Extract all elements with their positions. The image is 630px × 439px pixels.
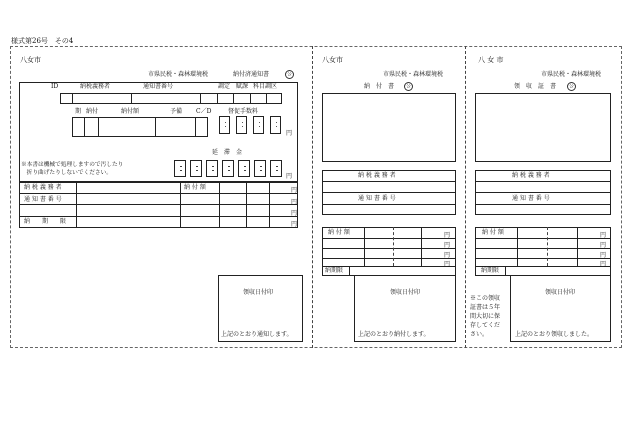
taxpayer-row-label: 納 税 義 務 者 (24, 184, 62, 191)
overdue-digit-box (174, 160, 186, 177)
notice-row-label: 通 知 書 番 号 (512, 195, 550, 202)
amount-row-label: 納 付 額 (184, 184, 206, 191)
notice-row-label: 通 知 書 番 号 (358, 195, 396, 202)
yen-unit: 円 (600, 261, 607, 268)
overdue-digit-box (222, 160, 234, 177)
receipt-stamp-label: 領収日付印 (243, 289, 274, 296)
taxpayer-row-label: 納 税 義 務 者 (512, 172, 550, 179)
taxpayer-label: 納税義務者 (80, 83, 111, 90)
taxpayer-row-label: 納 税 義 務 者 (358, 172, 396, 179)
fee-digit-box (270, 116, 281, 134)
payment-slip-blank (322, 93, 456, 162)
reserve-label: 予備 (170, 108, 183, 115)
fee-digit-box (219, 116, 230, 134)
retention-note-line: 証書は５年 (470, 304, 501, 311)
yen-unit: 円 (291, 199, 298, 206)
yen-unit: 円 (444, 261, 451, 268)
retention-note-line: さい。 (470, 331, 489, 338)
overdue-label: 延 滞 金 (212, 149, 243, 156)
due-row-label: 納期限 (481, 267, 500, 274)
tax-name: 市県民税・森林環境税 (541, 71, 602, 78)
yen-unit: 円 (286, 173, 293, 180)
yen-unit: 円 (600, 242, 607, 249)
amount-label: 納付額 (121, 108, 140, 115)
tax-year-label: 賦課 (236, 83, 249, 90)
yen-unit: 円 (291, 210, 298, 217)
fee-digit-box (253, 116, 264, 134)
yen-unit: 円 (286, 130, 293, 137)
tax-code-label: 科目調区 (253, 83, 278, 90)
tax-name: 市県民税・森林環境税 (383, 71, 444, 78)
city-name: 八女市 (322, 56, 343, 64)
official-seal-icon: 公 (404, 82, 413, 91)
city-name: 八 女 市 (478, 56, 504, 64)
id-label: ID (51, 83, 59, 90)
amount-input-strip (72, 117, 208, 137)
receipt-stamp-label: 領収日付印 (545, 289, 576, 296)
yen-unit: 円 (444, 252, 451, 259)
yen-unit: 円 (444, 242, 451, 249)
perforation-line-2 (465, 46, 466, 348)
overdue-digit-box (254, 160, 266, 177)
fee-label: 督促手数料 (228, 108, 259, 115)
due-date-label: 納付 (86, 108, 99, 115)
header-input-strip (60, 93, 282, 104)
city-name: 八女市 (20, 56, 41, 64)
yen-unit: 円 (291, 187, 298, 194)
retention-note-line: 間大切に保 (470, 313, 501, 320)
fee-digit-box (236, 116, 247, 134)
payment-footer: 上記のとおり納付します。 (358, 331, 430, 338)
adjust-label: 調定 (218, 83, 231, 90)
notice-no-label: 通知書番号 (143, 83, 174, 90)
yen-unit: 円 (291, 221, 298, 228)
official-seal-icon: 公 (285, 70, 294, 79)
receipt-title: 領 収 証 書 (514, 83, 557, 90)
notice-row-label: 通 知 書 番 号 (24, 196, 62, 203)
payment-slip-title: 納 付 書 (364, 83, 395, 90)
period-label: 期 (75, 108, 82, 115)
overdue-digit-box (238, 160, 250, 177)
amount-row-label: 納 付 額 (328, 229, 350, 236)
yen-unit: 円 (600, 232, 607, 239)
tax-name: 市県民税・森林環境税 (148, 71, 209, 78)
retention-note-line: 存してくだ (470, 322, 501, 329)
overdue-digit-box (270, 160, 282, 177)
notice-subtitle: 納付済通知書 (233, 71, 270, 78)
perforation-line-1 (312, 46, 313, 348)
overdue-digit-box (190, 160, 202, 177)
yen-unit: 円 (444, 232, 451, 239)
form-title: 様式第26号 その4 (11, 37, 74, 45)
receipt-footer: 上記のとおり領収しました。 (515, 331, 594, 338)
due-row-label: 納 期 限 (24, 218, 67, 225)
retention-note-line: ※この領収 (470, 295, 501, 302)
amount-row-label: 納 付 額 (482, 229, 504, 236)
official-seal-icon: 公 (567, 82, 576, 91)
retention-note (470, 294, 500, 339)
overdue-digit-box (206, 160, 218, 177)
notice-footer: 上記のとおり通知します。 (221, 331, 293, 338)
machine-note: ※本書は機械で処理しますので汚したり 折り曲げたりしないでください。 (21, 162, 124, 176)
cd-label: C／D (196, 108, 212, 115)
due-row-label: 納期限 (325, 267, 344, 274)
receipt-blank (475, 93, 611, 162)
receipt-stamp-label: 領収日付印 (390, 289, 421, 296)
yen-unit: 円 (600, 252, 607, 259)
